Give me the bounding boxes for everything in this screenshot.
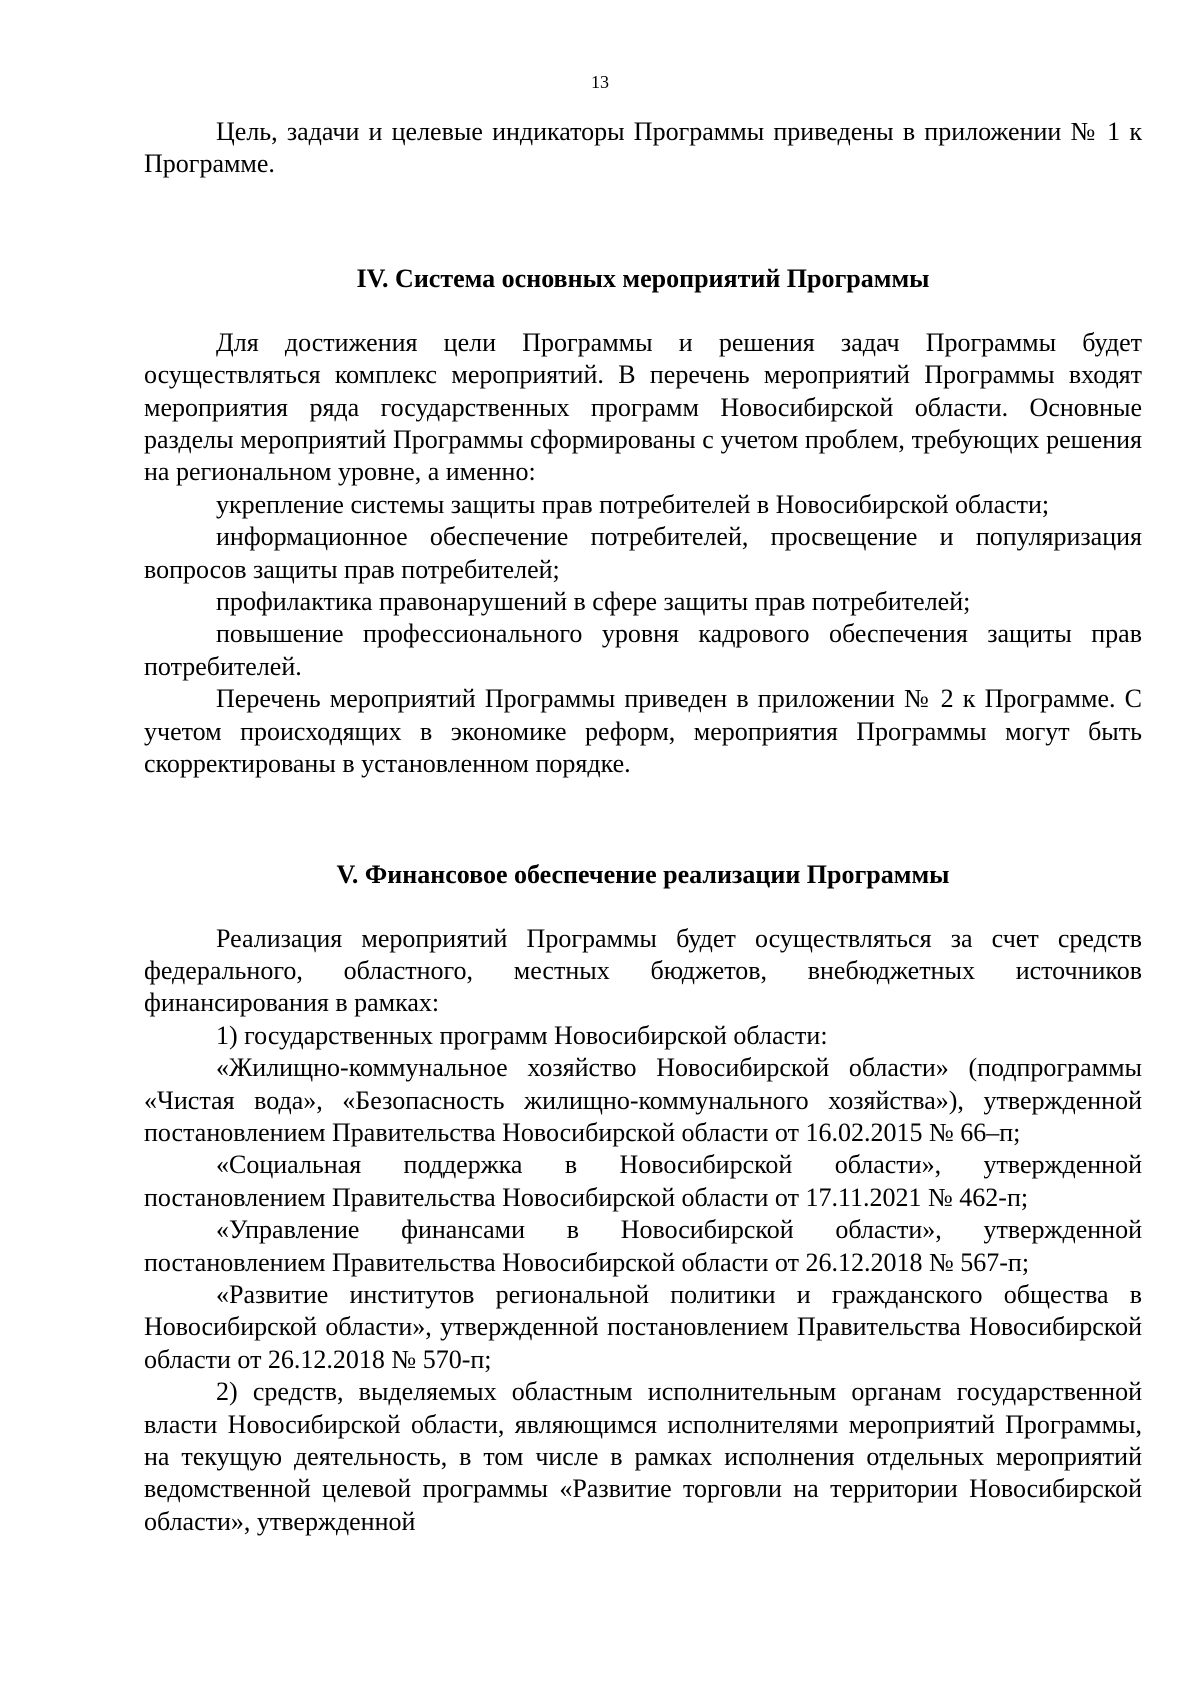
section-4-paragraph: повышение профессионального уровня кадрового обеспечения защиты прав потребителей.	[144, 619, 1142, 681]
section-5-paragraph: «Жилищно-коммунальное хозяйство Новосибирской области» (подпрограммы «Чистая вода», «Безопасность жилищно-коммунального хозяйства»), утвержденной постановлением Правительства Новосибирской области от 16.02.2015 № 66–п;	[144, 1053, 1142, 1147]
section-4-title: IV. Система основных мероприятий Программы	[356, 263, 930, 293]
section-4-paragraph: Для достижения цели Программы и решения задач Программы будет осуществляться комплекс мероприятий. В перечень мероприятий Программы входят мероприятия ряда государственных программ Новосибирской области. Основные разделы мероприятий Программы сформированы с учетом проблем, требующих решения на региональном уровне, а именно:	[144, 327, 1142, 487]
section-4-paragraph: Перечень мероприятий Программы приведен в приложении № 2 к Программе. С учетом происходящих в экономике реформ, мероприятия Программы могут быть скорректированы в установленном порядке.	[144, 684, 1142, 779]
section-5-paragraph: «Управление финансами в Новосибирской области», утвержденной постановлением Правительства Новосибирской области от 26.12.2018 № 567-п;	[144, 1215, 1142, 1277]
section-4-paragraph: информационное обеспечение потребителей, просвещение и популяризация вопросов защиты прав потребителей;	[144, 522, 1142, 584]
section-4-paragraph: укрепление системы защиты прав потребителей в Новосибирской области;	[216, 489, 1050, 519]
section-5-paragraph: «Развитие институтов региональной политики и гражданского общества в Новосибирской области», утвержденной постановлением Правительства Новосибирской области от 26.12.2018 № 570-п;	[144, 1279, 1142, 1374]
page-content	[144, 116, 1142, 1538]
section-4-paragraph: профилактика правонарушений в сфере защиты прав потребителей;	[216, 587, 971, 617]
page-number: 13	[591, 72, 609, 92]
section-5-title: V. Финансовое обеспечение реализации Программы	[336, 859, 950, 889]
section-5-paragraph: «Социальная поддержка в Новосибирской области», утвержденной постановлением Правительства Новосибирской области от 17.11.2021 № 462-п;	[144, 1150, 1142, 1212]
section-5-paragraph: 2) средств, выделяемых областным исполнительным органам государственной власти Новосибирской области, являющимся исполнителями мероприятий Программы, на текущую деятельность, в том числе в рамках исполнения отдельных мероприятий ведомственной целевой программы «Развитие торговли на территории Новосибирской области», утвержденной	[144, 1377, 1142, 1536]
section-5-paragraph: Реализация мероприятий Программы будет осуществляться за счет средств федерального, областного, местных бюджетов, внебюджетных источников финансирования в рамках:	[144, 923, 1142, 1018]
section-5-paragraph: 1) государственных программ Новосибирской области:	[216, 1020, 828, 1050]
intro-paragraph: Цель, задачи и целевые индикаторы Программы приведены в приложении № 1 к Программе.	[144, 117, 1142, 179]
